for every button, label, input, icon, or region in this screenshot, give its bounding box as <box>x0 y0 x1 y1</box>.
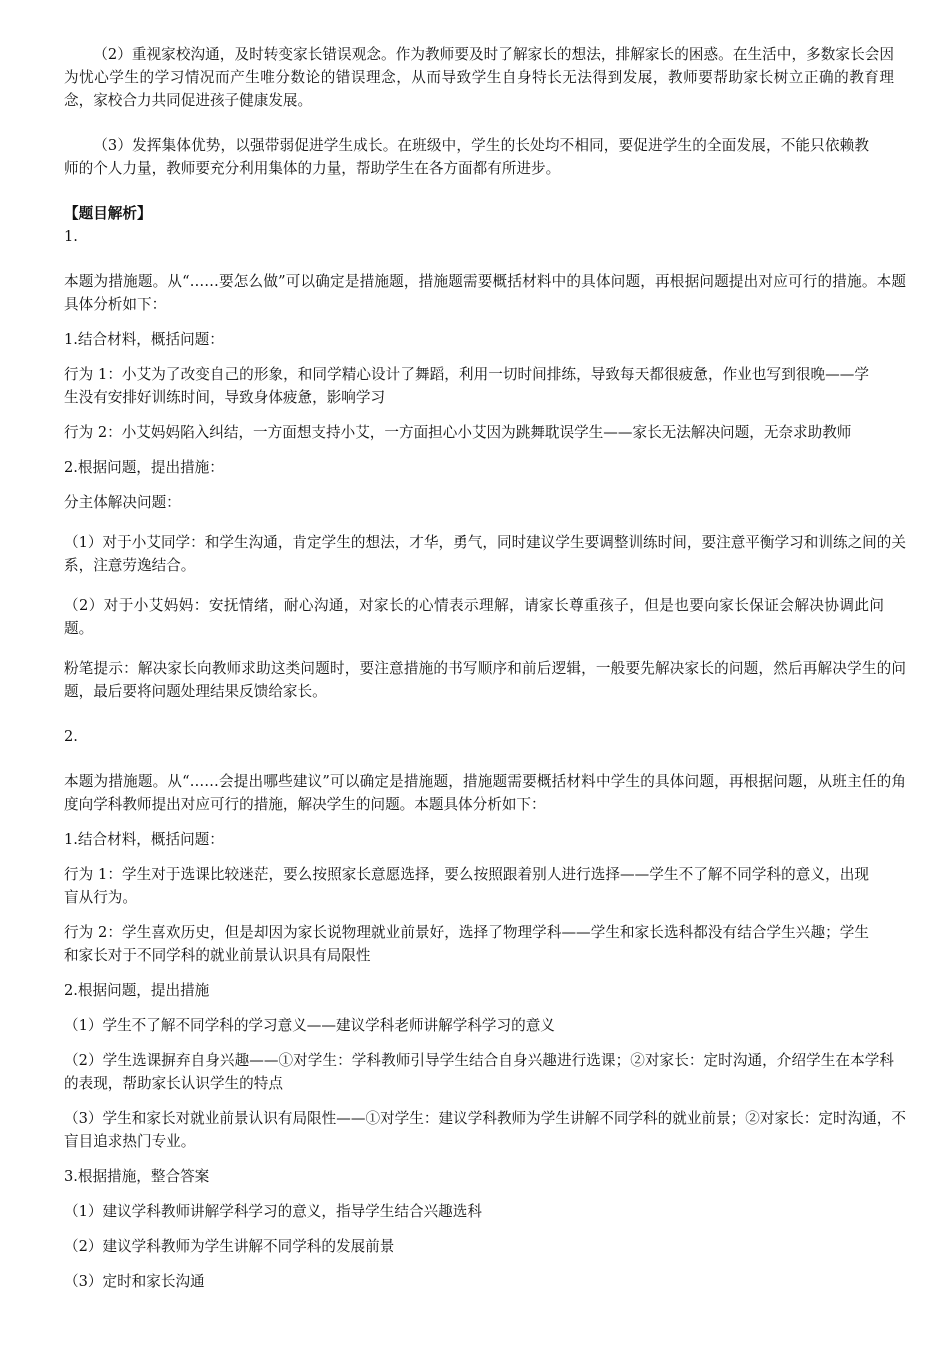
analysis-heading: 【题目解析】 <box>64 205 152 222</box>
intro-paragraph-3: （3）发挥集体优势，以强带弱促进学生成长。在班级中，学生的长处均不相同，要促进学生的全面发展，不能只依赖教师的个人力量，教师要充分利用集体的力量，帮助学生在各方面都有所进步。 <box>64 137 869 177</box>
q2-measure-2: （2）学生选课摒弃自身兴趣——①对学生：学科教师引导学生结合自身兴趣进行选课；②对家长：定时沟通，介绍学生在本学科的表现，帮助家长认识学生的特点 <box>64 1052 894 1092</box>
question-1-number: 1. <box>64 228 78 245</box>
q2-answer-3: （3）定时和家长沟通 <box>64 1273 205 1290</box>
q1-tip: 粉笔提示：解决家长向教师求助这类问题时，要注意措施的书写顺序和前后逻辑，一般要先解决家长的问题，然后再解决学生的问题，最后要将问题处理结果反馈给家长。 <box>64 660 906 700</box>
q1-measure-2: （2）对于小艾妈妈：安抚情绪，耐心沟通，对家长的心情表示理解，请家长尊重孩子，但是也要向家长保证会解决协调此问题。 <box>64 597 884 637</box>
intro-paragraph-2: （2）重视家校沟通，及时转变家长错误观念。作为教师要及时了解家长的想法，排解家长的困惑。在生活中，多数家长会因为忧心学生的学习情况而产生唯分数论的错误理念，从而导致学生自身特长无法得到发展，教师要帮助家长树立正确的教育理念，家校合力共同促进孩子健康发展。 <box>64 46 894 109</box>
q2-step-1-title: 1.结合材料，概括问题： <box>64 831 224 848</box>
q1-step-1-title: 1.结合材料，概括问题： <box>64 331 224 348</box>
question-2-number: 2. <box>64 728 78 745</box>
q2-answer-2: （2）建议学科教师为学生讲解不同学科的发展前景 <box>64 1238 395 1255</box>
q2-measure-3: （3）学生和家长对就业前景认识有局限性——①对学生：建议学科教师为学生讲解不同学科的就业前景；②对家长：定时沟通，不盲目追求热门专业。 <box>64 1110 906 1150</box>
q1-step-2-title: 2.根据问题，提出措施： <box>64 459 224 476</box>
q2-intro: 本题为措施题。从“……会提出哪些建议”可以确定是措施题，措施题需要概括材料中学生的具体问题，再根据问题，从班主任的角度向学科教师提出对应可行的措施，解决学生的问题。本题具体分析如下： <box>64 773 906 813</box>
q2-behavior-2: 行为 2：学生喜欢历史，但是却因为家长说物理就业前景好，选择了物理学科——学生和家长选科都没有结合学生兴趣；学生和家长对于不同学科的就业前景认识具有局限性 <box>64 924 869 964</box>
q2-step-3-title: 3.根据措施，整合答案 <box>64 1168 210 1185</box>
document-page <box>64 43 906 1293</box>
q1-intro: 本题为措施题。从“……要怎么做”可以确定是措施题，措施题需要概括材料中的具体问题，再根据问题提出对应可行的措施。本题具体分析如下： <box>64 273 906 313</box>
q2-answer-1: （1）建议学科教师讲解学科学习的意义，指导学生结合兴趣选科 <box>64 1203 482 1220</box>
q1-behavior-2: 行为 2：小艾妈妈陷入纠结，一方面想支持小艾，一方面担心小艾因为跳舞耽误学生——家长无法解决问题，无奈求助教师 <box>64 424 852 441</box>
q2-behavior-1: 行为 1：学生对于选课比较迷茫，要么按照家长意愿选择，要么按照跟着别人进行选择——学生不了解不同学科的意义，出现盲从行为。 <box>64 866 869 906</box>
q1-subject-split: 分主体解决问题： <box>64 494 181 511</box>
q2-step-2-title: 2.根据问题，提出措施 <box>64 982 210 999</box>
q2-measure-1: （1）学生不了解不同学科的学习意义——建议学科老师讲解学科学习的意义 <box>64 1017 555 1034</box>
q1-measure-1: （1）对于小艾同学：和学生沟通，肯定学生的想法，才华，勇气，同时建议学生要调整训练时间，要注意平衡学习和训练之间的关系，注意劳逸结合。 <box>64 534 906 574</box>
q1-behavior-1: 行为 1：小艾为了改变自己的形象，和同学精心设计了舞蹈，利用一切时间排练，导致每天都很疲惫，作业也写到很晚——学生没有安排好训练时间，导致身体疲惫，影响学习 <box>64 366 869 406</box>
